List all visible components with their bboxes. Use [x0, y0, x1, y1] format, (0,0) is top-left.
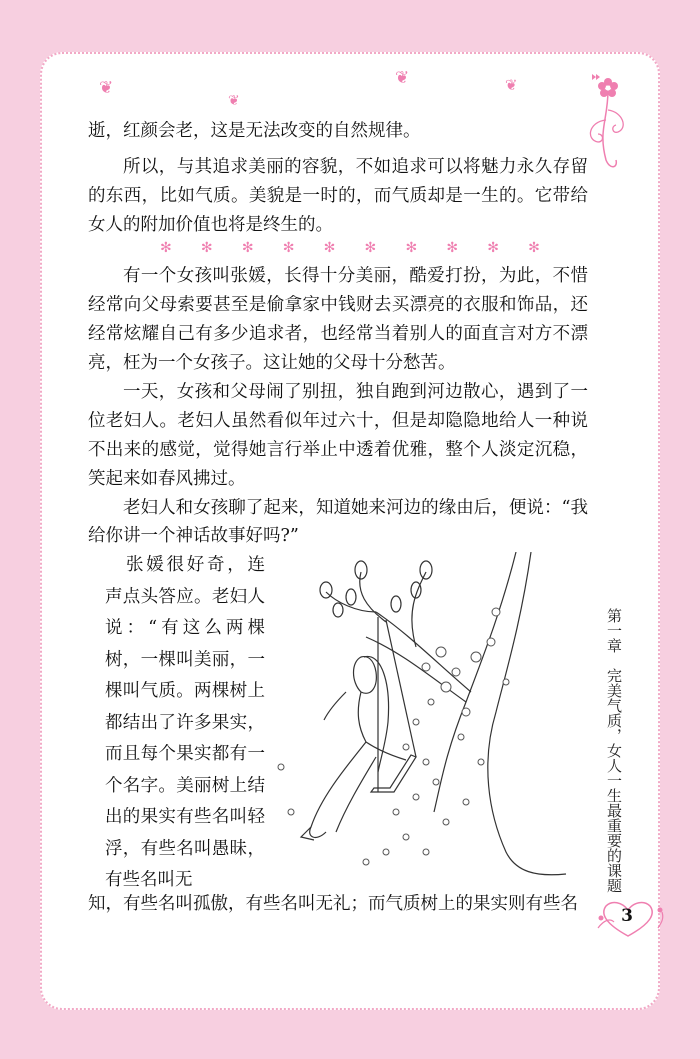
paragraph-continuation: 知，有些名叫孤傲，有些名叫无礼；而气质树上的果实则有些名 — [88, 894, 578, 914]
paragraph: 老妇人和女孩聊了起来，知道她来河边的缘由后，便说：“我给你讲一个神话故事好吗?” — [88, 498, 588, 546]
butterfly-icon: ❦ — [505, 76, 518, 94]
page-number: 3 — [621, 906, 633, 926]
chapter-title-vertical: 第一章 完美气质，女人一生最重要的课题 — [605, 608, 623, 893]
section-divider: ✻ ✻ ✻ ✻ ✻ ✻ ✻ ✻ ✻ ✻ — [160, 240, 540, 256]
paragraph: 一天，女孩和父母闹了别扭，独自跑到河边散心，遇到了一位老妇人。老妇人虽然看似年过六十，但是却隐隐地给人一种说不出来的感觉，觉得她言行举止中透着优雅，整个人淡定沉稳，笑起来如春风拂过。 — [88, 382, 588, 489]
illustration-girl-on-swing — [266, 552, 586, 882]
butterfly-icon: ❦ — [228, 93, 240, 109]
paragraph: 所以，与其追求美丽的容貌，不如追求可以将魅力永久存留的东西，比如气质。美貌是一时的，而气质却是一生的。它带给女人的附加价值也将是终生的。 — [88, 157, 588, 235]
butterfly-icon: ❦ — [99, 78, 114, 98]
paragraph: 有一个女孩叫张媛，长得十分美丽，酷爱打扮，为此，不惜经常向父母索要甚至是偷拿家中钱财去买漂亮的衣服和饰品，还经常炫耀自己有多少追求者，也经常当着别人的面直言对方不漂亮，枉为一个女孩子。这让她的父母十分愁苦。 — [88, 266, 588, 373]
narrow-column-text: 张媛很好奇，连声点头答应。老妇人说：“有这么两棵树，一棵叫美丽，一棵叫气质。两棵树上都结出了许多果实，而且每个果实都有一个名字。美丽树上结出的果实有些名叫轻浮，有些名叫愚昧，有些名叫无 — [105, 555, 265, 890]
paragraph: 逝，红颜会老，这是无法改变的自然规律。 — [88, 121, 421, 141]
butterfly-icon: ❦ — [395, 68, 410, 88]
